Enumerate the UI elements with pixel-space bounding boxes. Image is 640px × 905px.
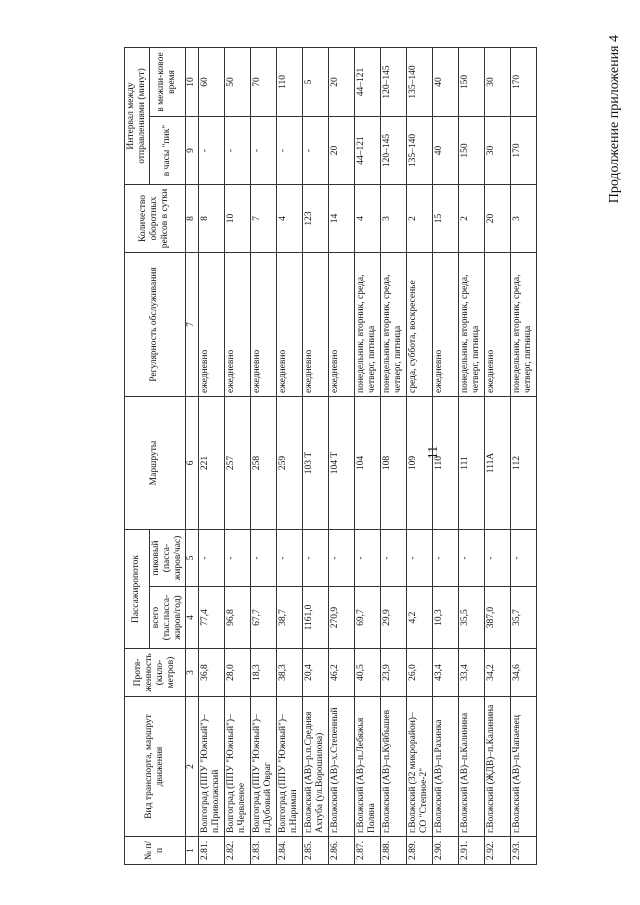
trips-per-day: 2 — [406, 185, 432, 253]
passengers-total: 35,7 — [510, 587, 536, 649]
passengers-peak: - — [484, 530, 510, 587]
trips-per-day: 123 — [302, 185, 328, 253]
interval-peak: - — [302, 117, 328, 185]
trips-per-day: 3 — [510, 185, 536, 253]
route-name: Волгоград (ППУ "Южный")–п.Червленое — [224, 697, 250, 837]
column-number-row — [185, 48, 198, 865]
service-regularity: ежедневно — [198, 253, 224, 397]
route-number: 221 — [198, 397, 224, 530]
row-number: 2.83. — [250, 837, 276, 865]
route-length: 34,6 — [510, 649, 536, 697]
row-number: 2.87. — [354, 837, 380, 865]
passengers-total: 38,7 — [276, 587, 302, 649]
header-interval-peak: в часы "пик" — [149, 117, 185, 185]
table-row — [224, 48, 250, 865]
route-length: 33,4 — [458, 649, 484, 697]
interval-peak: - — [276, 117, 302, 185]
trips-per-day: 4 — [276, 185, 302, 253]
interval-peak: 120–145 — [380, 117, 406, 185]
passengers-total: 77,4 — [198, 587, 224, 649]
route-length: 43,4 — [432, 649, 458, 697]
interval-offpeak: 110 — [276, 48, 302, 117]
continuation-title: Продолжение приложения 4 — [607, 35, 622, 204]
header-number: № п/п — [125, 837, 186, 865]
table-row — [432, 48, 458, 865]
interval-offpeak: 150 — [458, 48, 484, 117]
service-regularity: ежедневно — [302, 253, 328, 397]
interval-peak: 44–121 — [354, 117, 380, 185]
passengers-peak: - — [354, 530, 380, 587]
column-number: 4 — [185, 587, 198, 649]
route-name: г.Волжский (АВ)–п.Лебяжья Поляна — [354, 697, 380, 837]
trips-per-day: 14 — [328, 185, 354, 253]
row-number: 2.92. — [484, 837, 510, 865]
service-regularity: понедельник, вторник, среда, четверг, пятница — [380, 253, 406, 397]
passengers-peak: - — [510, 530, 536, 587]
table-row — [328, 48, 354, 865]
passengers-peak: - — [224, 530, 250, 587]
row-number: 2.85. — [302, 837, 328, 865]
passengers-total: 10,3 — [432, 587, 458, 649]
header-trips: Количество оборотных рейсов в сутки — [125, 185, 186, 253]
interval-offpeak: 170 — [510, 48, 536, 117]
route-name: г.Волжский (АВ)–х.Степенный — [328, 697, 354, 837]
passengers-peak: - — [302, 530, 328, 587]
table-row — [302, 48, 328, 865]
header-regularity: Регулярность обслуживания — [125, 253, 186, 397]
trips-per-day: 2 — [458, 185, 484, 253]
column-number: 10 — [185, 48, 198, 117]
row-number: 2.81. — [198, 837, 224, 865]
route-name: г.Волжский (АВ)–п.Куйбышев — [380, 697, 406, 837]
passengers-total: 4,2 — [406, 587, 432, 649]
header-length: Протя-женность (кило-метров) — [125, 649, 186, 697]
column-number: 6 — [185, 397, 198, 530]
passengers-total: 35,5 — [458, 587, 484, 649]
table-row — [380, 48, 406, 865]
passengers-total: 67,7 — [250, 587, 276, 649]
route-number: 103 Т — [302, 397, 328, 530]
route-name: Волгоград (ППУ "Южный")–п.Дубовый Овраг — [250, 697, 276, 837]
header-pass-peak: пиковый (пасса-жиров/час) — [149, 530, 185, 587]
interval-offpeak: 135–140 — [406, 48, 432, 117]
route-number: 259 — [276, 397, 302, 530]
trips-per-day: 7 — [250, 185, 276, 253]
route-length: 34,2 — [484, 649, 510, 697]
service-regularity: ежедневно — [276, 253, 302, 397]
interval-offpeak: 5 — [302, 48, 328, 117]
route-length: 46,2 — [328, 649, 354, 697]
route-number: 108 — [380, 397, 406, 530]
column-number: 5 — [185, 530, 198, 587]
trips-per-day: 3 — [380, 185, 406, 253]
route-name: г.Волжский (АВ)–п.Чапаевец — [510, 697, 536, 837]
column-number: 1 — [185, 837, 198, 865]
route-number: 104 Т — [328, 397, 354, 530]
route-name: г.Волжский (АВ)–п.Рахинка — [432, 697, 458, 837]
header-route: Вид транспорта, маршрут движения — [125, 697, 186, 837]
table-header — [125, 48, 199, 865]
passengers-peak: - — [276, 530, 302, 587]
service-regularity: ежедневно — [328, 253, 354, 397]
route-number: 109 — [406, 397, 432, 530]
table-row — [510, 48, 536, 865]
route-name: г.Волжский (АВ)–р.п.Средняя Ахтуба (ул.Ворошилова) — [302, 697, 328, 837]
table-row — [484, 48, 510, 865]
passengers-peak: - — [406, 530, 432, 587]
passengers-total: 1161,0 — [302, 587, 328, 649]
route-length: 20,4 — [302, 649, 328, 697]
route-length: 28,0 — [224, 649, 250, 697]
interval-offpeak: 70 — [250, 48, 276, 117]
table-row — [276, 48, 302, 865]
interval-peak: 40 — [432, 117, 458, 185]
column-number: 3 — [185, 649, 198, 697]
column-number: 8 — [185, 185, 198, 253]
route-number: 112 — [510, 397, 536, 530]
passengers-peak: - — [458, 530, 484, 587]
passengers-peak: - — [380, 530, 406, 587]
route-length: 18,3 — [250, 649, 276, 697]
trips-per-day: 8 — [198, 185, 224, 253]
header-passenger-flow: Пассажиропоток — [125, 530, 150, 649]
interval-peak: 20 — [328, 117, 354, 185]
interval-offpeak: 50 — [224, 48, 250, 117]
route-length: 36,8 — [198, 649, 224, 697]
passengers-total: 387,0 — [484, 587, 510, 649]
interval-peak: 30 — [484, 117, 510, 185]
route-name: г.Волжский (АВ)–п.Калинина — [458, 697, 484, 837]
route-number: 111 — [458, 397, 484, 530]
passengers-peak: - — [250, 530, 276, 587]
column-number: 2 — [185, 697, 198, 837]
page-number: 11 — [426, 445, 441, 460]
row-number: 2.89. — [406, 837, 432, 865]
trips-per-day: 20 — [484, 185, 510, 253]
interval-offpeak: 44–121 — [354, 48, 380, 117]
table-row — [458, 48, 484, 865]
table-body — [198, 48, 536, 865]
interval-peak: 150 — [458, 117, 484, 185]
row-number: 2.84. — [276, 837, 302, 865]
interval-peak: - — [250, 117, 276, 185]
interval-peak: - — [198, 117, 224, 185]
table-row — [406, 48, 432, 865]
route-length: 23,9 — [380, 649, 406, 697]
route-number: 258 — [250, 397, 276, 530]
interval-offpeak: 40 — [432, 48, 458, 117]
route-length: 38,3 — [276, 649, 302, 697]
table-row — [198, 48, 224, 865]
row-number: 2.82. — [224, 837, 250, 865]
service-regularity: понедельник, вторник, среда, четверг, пятница — [354, 253, 380, 397]
passengers-total: 270,9 — [328, 587, 354, 649]
column-number: 9 — [185, 117, 198, 185]
route-length: 26,0 — [406, 649, 432, 697]
service-regularity: понедельник, вторник, среда, четверг, пятница — [458, 253, 484, 397]
row-number: 2.86. — [328, 837, 354, 865]
table-row — [354, 48, 380, 865]
header-pass-total: всего (тыс.пасса-жиров/год) — [149, 587, 185, 649]
route-name: г.Волжский (ЖДВ)–п.Калинина — [484, 697, 510, 837]
interval-peak: 135–140 — [406, 117, 432, 185]
passengers-total: 96,8 — [224, 587, 250, 649]
route-number: 110 — [432, 397, 458, 530]
header-routes: Маршруты — [125, 397, 186, 530]
route-number: 257 — [224, 397, 250, 530]
passengers-peak: - — [328, 530, 354, 587]
service-regularity: ежедневно — [224, 253, 250, 397]
route-number: 104 — [354, 397, 380, 530]
interval-offpeak: 30 — [484, 48, 510, 117]
header-interval: Интервал между отправлениями (минут) — [125, 48, 150, 185]
route-name: Волгоград (ППУ "Южный")–п.Нариман — [276, 697, 302, 837]
routes-table — [124, 47, 537, 865]
trips-per-day: 10 — [224, 185, 250, 253]
service-regularity: ежедневно — [432, 253, 458, 397]
passengers-total: 69,7 — [354, 587, 380, 649]
passengers-peak: - — [432, 530, 458, 587]
passengers-peak: - — [198, 530, 224, 587]
interval-offpeak: 60 — [198, 48, 224, 117]
table-row — [250, 48, 276, 865]
interval-offpeak: 120–145 — [380, 48, 406, 117]
trips-per-day: 4 — [354, 185, 380, 253]
service-regularity: понедельник, вторник, среда, четверг, пятница — [510, 253, 536, 397]
row-number: 2.91. — [458, 837, 484, 865]
row-number: 2.88. — [380, 837, 406, 865]
service-regularity: ежедневно — [250, 253, 276, 397]
trips-per-day: 15 — [432, 185, 458, 253]
header-interval-offpeak: в межпи-ковое время — [149, 48, 185, 117]
interval-peak: - — [224, 117, 250, 185]
interval-peak: 170 — [510, 117, 536, 185]
route-number: 111А — [484, 397, 510, 530]
passengers-total: 29,9 — [380, 587, 406, 649]
interval-offpeak: 20 — [328, 48, 354, 117]
route-length: 40,5 — [354, 649, 380, 697]
row-number: 2.93. — [510, 837, 536, 865]
row-number: 2.90. — [432, 837, 458, 865]
service-regularity: среда, суббота, воскресенье — [406, 253, 432, 397]
route-name: г.Волжский (32 микрорайон)–СО "Степное-2" — [406, 697, 432, 837]
service-regularity: ежедневно — [484, 253, 510, 397]
column-number: 7 — [185, 253, 198, 397]
route-name: Волгоград (ППУ "Южный")–п.Приволжский — [198, 697, 224, 837]
